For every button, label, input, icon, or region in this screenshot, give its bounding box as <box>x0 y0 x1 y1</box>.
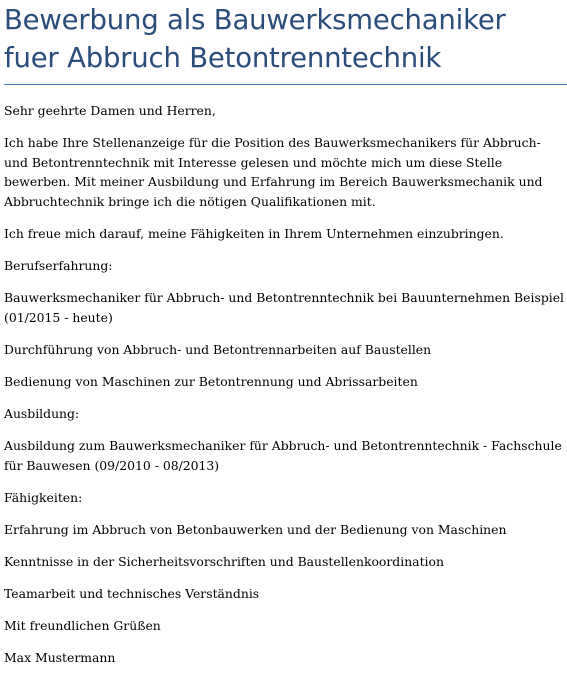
education-item: Ausbildung zum Bauwerksmechaniker für Abbruch- und Betontrenntechnik - Fachschule für Bauwesen (09/2010 - 08/2013) <box>4 438 562 473</box>
title-line-1: Bewerbung als Bauwerksmechaniker <box>4 4 506 36</box>
document-title <box>4 0 562 77</box>
experience-item: Bedienung von Maschinen zur Betontrennung und Abrissarbeiten <box>4 373 418 389</box>
closing-greeting: Mit freundlichen Grüßen <box>4 618 161 634</box>
salutation: Sehr geehrte Damen und Herren, <box>4 103 216 118</box>
signature-name: Max Mustermann <box>4 650 116 666</box>
intro-paragraph: Ich habe Ihre Stellenanzeige für die Position des Bauwerksmechanikers für Abbruch- und Betontrenntechnik mit Interesse gelesen und möchte mich um diese Stelle bewerben. Mit meiner Ausbildung und Erfahrung im Bereich Bauwerksmechanik und Abbruchtechnik bringe ich die nötigen Qualifikationen mit. <box>4 135 543 209</box>
experience-item: Bauwerksmechaniker für Abbruch- und Betontrenntechnik bei Bauunternehmen Beispiel (01/2015 - heute) <box>4 290 565 325</box>
skill-item: Kenntnisse in der Sicherheitsvorschriften und Baustellenkoordination <box>4 554 444 569</box>
section-heading-skills: Fähigkeiten: <box>4 489 83 505</box>
section-heading-experience: Berufserfahrung: <box>4 258 113 274</box>
skill-item: Erfahrung im Abbruch von Betonbauwerken und der Bedienung von Maschinen <box>4 521 507 537</box>
experience-item: Durchführung von Abbruch- und Betontrennarbeiten auf Baustellen <box>4 341 432 357</box>
letter-body <box>4 101 566 680</box>
skill-item: Teamarbeit und technisches Verständnis <box>4 586 260 602</box>
section-heading-education: Ausbildung: <box>4 406 80 422</box>
title-line-2: fuer Abbruch Betontrenntechnik <box>4 42 442 74</box>
title-underline <box>4 84 567 85</box>
closing-intro-paragraph: Ich freue mich darauf, meine Fähigkeiten in Ihrem Unternehmen einzubringen. <box>4 225 504 241</box>
